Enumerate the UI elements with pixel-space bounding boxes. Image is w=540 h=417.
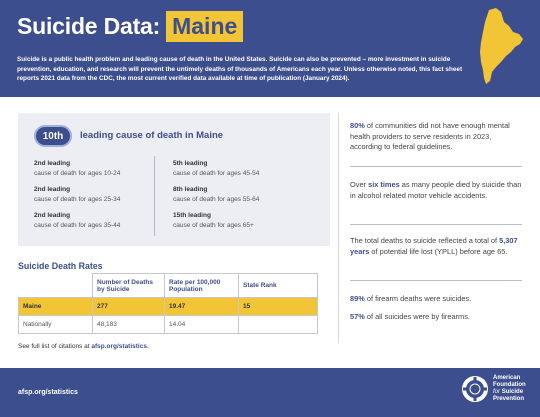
afsp-logo [462,375,526,403]
rank-divider [154,156,155,236]
logo-for: for [493,389,501,395]
stat-firearm-suicides [350,312,522,323]
title-state: Maine [166,11,243,42]
lifebuoy-icon [462,376,488,402]
stat-bold: six times [368,180,400,189]
stat-providers [350,121,522,153]
rank-item-sub: cause of death for ages 65+ [173,222,254,229]
stat-separator [350,280,522,281]
intro-text: Suicide is a public health problem and leading cause of death in the United States. Suicide can also be prevented – more investment in suicide prevention, education, and research will prevent the untimely deaths of thousands of Americans each year. Unless otherwise noted, this fact sheet reports 2021 data from the CDC, the most current verified data available at time of publication (January 2024). [17,56,463,83]
stat-text: of communities did not have enough mental health providers to serve residents in 2023, according to federal guidelines. [350,121,510,152]
citation-line [18,343,149,350]
logo-text [493,375,526,403]
table-row-maine [19,298,318,316]
rank-item-label: 2nd leading [34,212,71,219]
logo-suicide: Suicide [501,389,524,395]
rank-item-sub: cause of death for ages 25-34 [34,196,121,203]
table-cell-deaths: 48,183 [93,316,165,334]
stat-bold: 89% [350,294,365,303]
table-header-row [19,274,318,298]
rank-item-sub: cause of death for ages 35-44 [34,222,121,229]
citation-suffix: . [146,343,149,350]
logo-line: Foundation [493,382,526,388]
rank-item-ages-25-34 [34,186,164,203]
table-header-rank: State Rank [239,274,318,298]
title-main: Suicide Data: [17,13,161,39]
stat-pre: The total deaths to suicide reflected a total of [350,236,500,245]
table-row-national [19,316,318,334]
rank-item-sub: cause of death for ages 45-54 [173,170,260,177]
rank-item-label: 5th leading [173,160,208,167]
rank-item-ages-45-54 [173,160,303,177]
table-header-blank [19,274,93,298]
death-rates-table [18,273,318,334]
rank-heading: leading cause of death in Maine [80,130,224,141]
rank-item-ages-35-44 [34,212,164,229]
table-cell-name: Nationally [19,316,93,334]
leading-cause-panel [18,113,330,246]
citation-link[interactable]: afsp.org/statistics [91,343,147,350]
rank-item-sub: cause of death for ages 55-64 [173,196,260,203]
maine-map-icon [476,6,526,86]
table-cell-rate: 19.47 [165,298,239,316]
stat-firearm-deaths [350,294,522,305]
stat-text: as many people died by suicide than in alcohol related motor vehicle accidents. [350,180,522,200]
stat-text: of all suicides were by firearms. [364,312,470,321]
rank-badge: 10th [34,125,72,147]
stat-text: of firearm deaths were suicides. [364,294,472,303]
rank-item-ages-65-plus [173,212,303,229]
table-cell-name: Maine [19,298,93,316]
rank-item-label: 15th leading [173,212,211,219]
stat-bold: 57% [350,312,365,321]
stat-text: of potential life lost (YPLL) before age 65. [369,246,508,256]
citation-prefix: See full list of citations at [18,343,92,350]
page-title [17,11,243,42]
rank-item-sub: cause of death for ages 10-24 [34,170,121,177]
rank-item-label: 2nd leading [34,160,71,167]
table-cell-rank [239,316,318,334]
column-divider [338,113,339,343]
stat-bold: 80% [350,121,365,130]
stat-ypll [350,236,522,257]
table-cell-deaths: 277 [93,298,165,316]
table-cell-rate: 14.04 [165,316,239,334]
rank-item-label: 8th leading [173,186,208,193]
table-header-deaths: Number of Deaths by Suicide [93,274,165,298]
stat-separator [350,166,522,167]
rank-item-label: 2nd leading [34,186,71,193]
logo-line: American [493,375,521,381]
rank-item-ages-10-24 [34,160,164,177]
table-cell-rank: 15 [239,298,318,316]
logo-line: Prevention [493,396,525,402]
footer-banner [0,368,540,417]
rank-item-ages-55-64 [173,186,303,203]
header-banner [0,0,540,97]
stat-motor-vehicle [350,180,522,201]
stat-pre: Over [350,180,369,189]
table-header-rate: Rate per 100,000 Population [165,274,239,298]
table-title: Suicide Death Rates [18,261,103,271]
stat-bold: 5,307 years [350,236,518,256]
stat-separator [350,224,522,225]
logo-line [493,389,526,396]
footer-url[interactable]: afsp.org/statistics [18,389,78,396]
